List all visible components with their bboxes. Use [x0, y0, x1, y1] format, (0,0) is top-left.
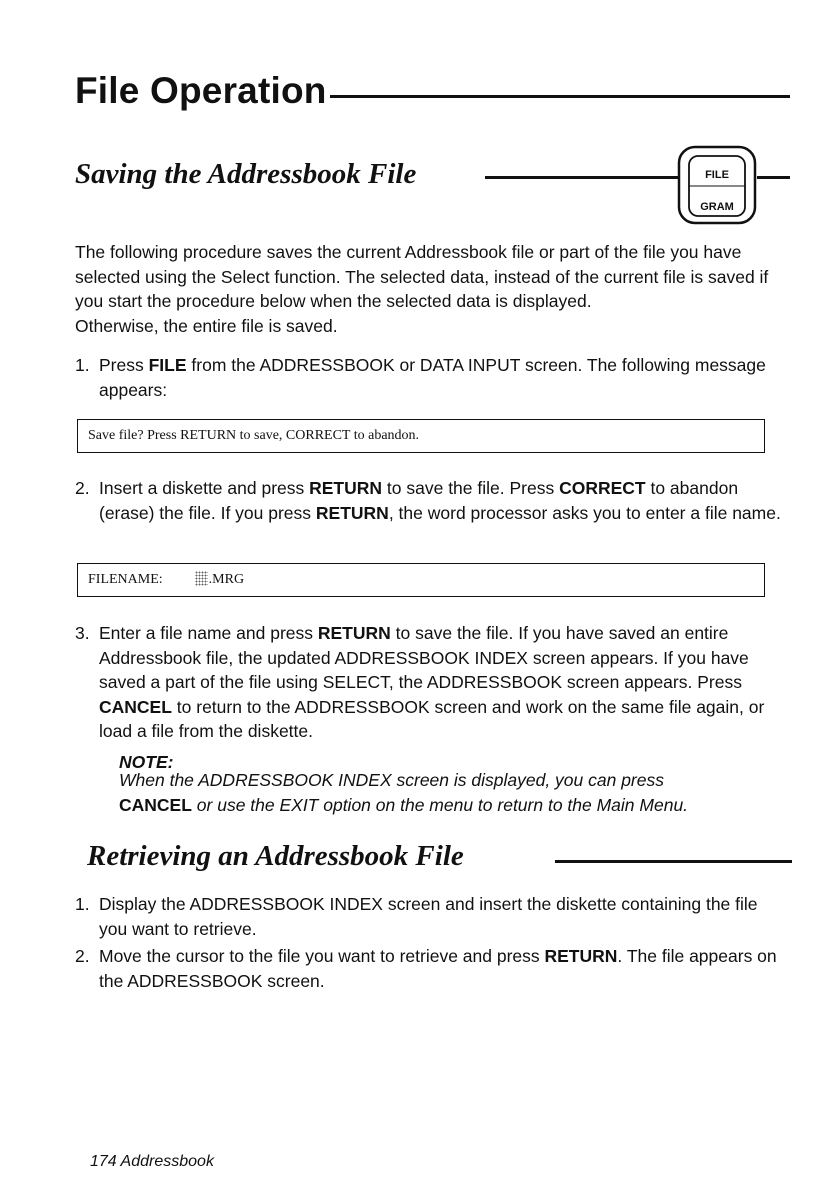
note-line: or use the EXIT option on the menu to return to the Main Menu.	[191, 794, 689, 815]
save-step-1	[75, 353, 785, 402]
step-number: 1.	[75, 894, 90, 914]
key-name: CANCEL	[119, 794, 192, 815]
title-rule	[330, 95, 790, 98]
step-text: from the ADDRESSBOOK or DATA INPUT screen. The following message appears:	[99, 355, 766, 400]
step-number: 2.	[75, 946, 90, 966]
step-text: Insert a diskette and press	[99, 478, 310, 498]
step-text: Move the cursor to the file you want to retrieve and press	[99, 946, 545, 966]
step-text: to return to the ADDRESSBOOK screen and work on the same file again, or load a file from the diskette.	[99, 696, 765, 741]
key-name: RETURN	[317, 623, 391, 643]
section-rule-saving	[485, 176, 681, 179]
filename-extension: .MRG	[208, 572, 245, 587]
save-message: Save file? Press RETURN to save, CORRECT to abandon.	[88, 428, 420, 443]
section-rule-saving-end	[757, 176, 790, 179]
key-label-bottom: GRAM	[700, 201, 734, 213]
step-number: 1.	[75, 355, 90, 375]
retrieve-step-2	[75, 944, 785, 993]
key-name: RETURN	[309, 478, 383, 498]
note-heading: NOTE:	[119, 752, 174, 772]
retrieve-step-1	[75, 892, 785, 941]
key-name: CORRECT	[559, 478, 646, 498]
save-step-2	[75, 476, 785, 525]
note-line: When the ADDRESSBOOK INDEX screen is displayed, you can press	[119, 770, 664, 790]
step-text: . The file appears on the ADDRESSBOOK screen.	[99, 946, 777, 991]
step-text: to save the file. If you have saved an entire Addressbook file, the updated ADDRESSBOOK INDEX screen appears. If you have saved a part of the file using SELECT, the ADDRESSBOOK screen appears. Press	[99, 623, 749, 692]
file-gram-key-icon	[676, 144, 758, 226]
save-step-3	[75, 621, 785, 744]
step-text: to abandon (erase) the file. If you press	[99, 478, 739, 523]
step-text: Display the ADDRESSBOOK INDEX screen and insert the diskette containing the file you want to retrieve.	[99, 894, 758, 939]
step-number: 3.	[75, 623, 90, 643]
section-rule-retrieving	[555, 860, 792, 863]
intro-paragraph	[75, 240, 775, 338]
key-label-top: FILE	[705, 169, 729, 181]
intro-text-end: Otherwise, the entire file is saved.	[75, 315, 338, 336]
step-number: 2.	[75, 478, 90, 498]
step-text: Press	[99, 355, 149, 375]
filename-prompt-box	[77, 563, 765, 597]
key-name: FILE	[148, 355, 187, 375]
intro-text: The following procedure saves the current Addressbook file or part of the file you have selected using the Select function. The selected data, instead of the current file is saved if you start the procedure below when the selected data is displayed.	[75, 242, 769, 311]
key-name: RETURN	[315, 502, 389, 523]
save-message-box	[77, 419, 765, 453]
note-text	[119, 768, 779, 817]
page-title: File Operation	[75, 70, 327, 111]
step-text: to save the file. Press	[382, 478, 560, 498]
page-footer: 174 Addressbook	[90, 1153, 214, 1170]
step-text: , the word processor asks you to enter a file name.	[388, 502, 781, 523]
filename-label: FILENAME:	[88, 572, 163, 587]
cursor-block-icon	[195, 571, 208, 586]
section-heading-retrieving: Retrieving an Addressbook File	[87, 840, 464, 872]
step-text: Enter a file name and press	[99, 623, 318, 643]
key-name: RETURN	[544, 946, 618, 966]
section-heading-saving: Saving the Addressbook File	[75, 158, 417, 190]
key-name: CANCEL	[99, 696, 172, 717]
